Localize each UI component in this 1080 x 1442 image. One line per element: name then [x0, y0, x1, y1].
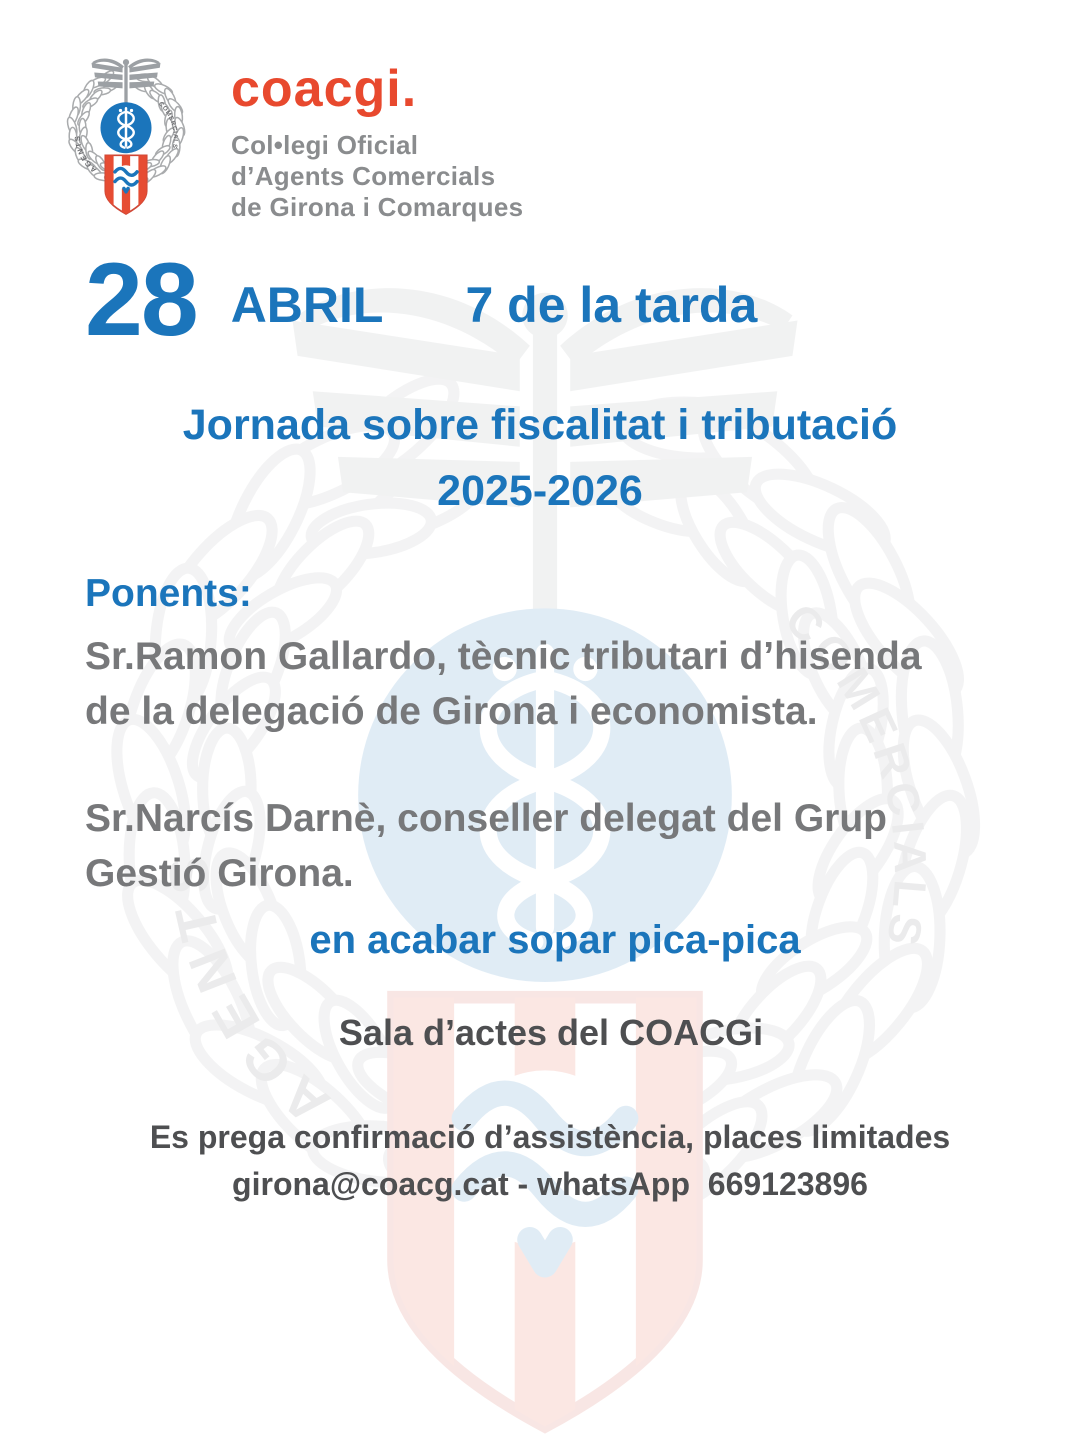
brand-wordmark: coacgi.	[231, 60, 418, 118]
event-month: ABRIL	[230, 277, 384, 333]
venue: Sala d’actes del COACGi	[338, 1012, 764, 1053]
after-note: en acabar sopar pica-pica	[309, 918, 801, 962]
rsvp-line: Es prega confirmació d’assistència, places limitades	[149, 1119, 951, 1155]
speaker-2	[85, 791, 887, 901]
event-title-line: Jornada sobre fiscalitat i tributació	[182, 401, 898, 449]
event-title	[0, 392, 1080, 524]
rsvp-contact: girona@coacg.cat - whatsApp 669123896	[232, 1166, 868, 1202]
org-name-line: de Girona i Comarques	[231, 191, 524, 222]
org-name-line: Col•legi Oficial	[231, 129, 419, 160]
speaker-1-line: Sr.Ramon Gallardo, tècnic tributari d’hisenda	[85, 635, 922, 678]
coacgi-crest-icon	[57, 56, 195, 216]
speaker-1	[85, 629, 922, 739]
event-time: 7 de la tarda	[465, 277, 758, 333]
brand-text	[231, 56, 523, 223]
org-name-line: d’Agents Comercials	[231, 160, 496, 191]
event-day: 28	[85, 242, 197, 358]
org-name	[231, 130, 523, 223]
event-title-line: 2025-2026	[437, 467, 643, 515]
rsvp-note	[0, 1114, 1080, 1208]
speaker-2-line: Gestió Girona.	[85, 852, 354, 895]
header	[57, 56, 523, 223]
speaker-2-line: Sr.Narcís Darnè, conseller delegat del Grup	[85, 797, 887, 840]
speaker-1-line: de la delegació de Girona i economista.	[85, 690, 818, 733]
speakers-heading: Ponents:	[85, 572, 252, 615]
date-row	[85, 242, 758, 358]
